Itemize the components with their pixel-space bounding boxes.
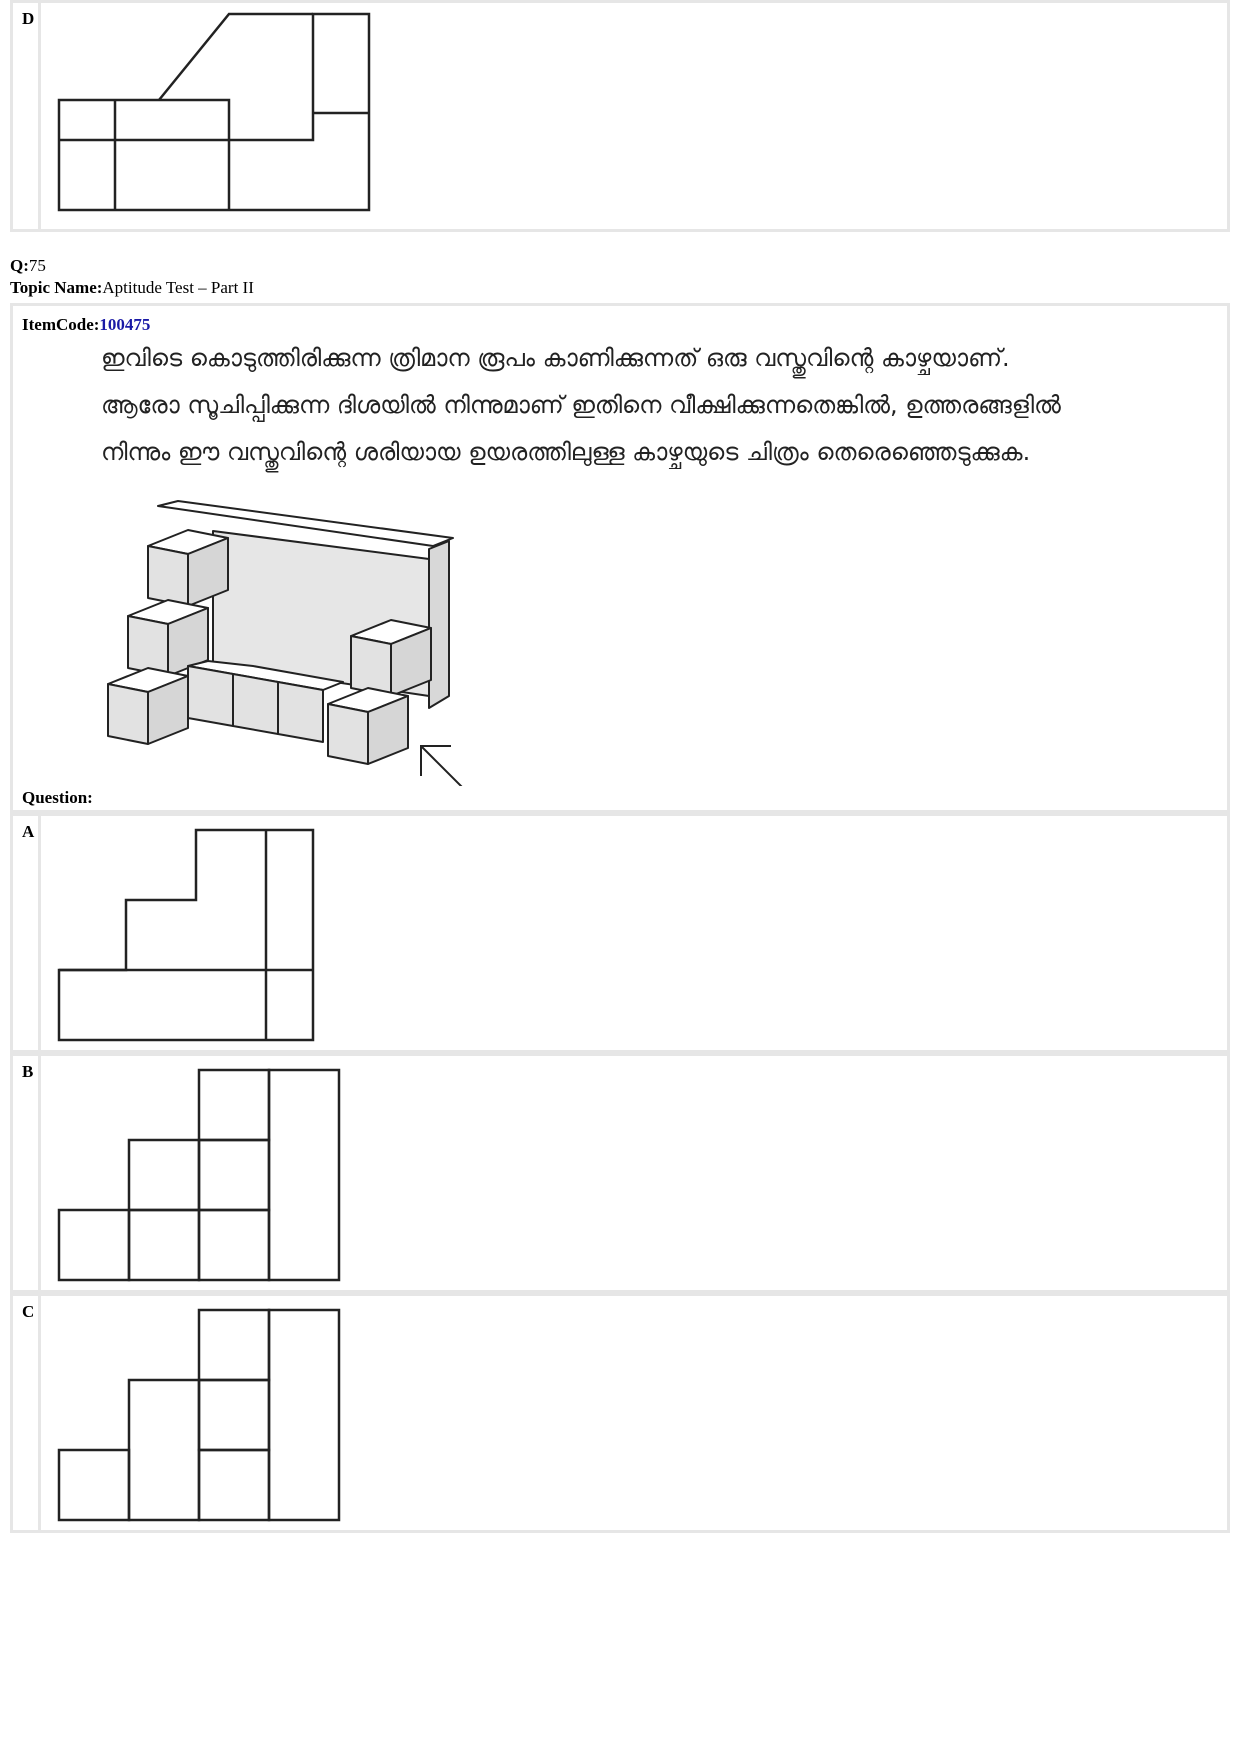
view-direction-arrow (421, 746, 468, 786)
question-label: Question: (22, 788, 93, 807)
question-text-line-3: നിന്നും ഈ വസ്തുവിന്റെ ശരിയായ ഉയരത്തിലുള്ള കാഴ്ചയുടെ ചിത്രം തെരെഞ്ഞെടുക്കുക. (101, 438, 1031, 466)
option-c-box[interactable] (10, 1293, 1230, 1533)
question-number: Q:75 (10, 256, 46, 275)
option-b-cell (199, 1070, 269, 1140)
option-c-label: C (22, 1302, 35, 1321)
option-b-cell (59, 1210, 129, 1280)
cube-front (278, 682, 323, 742)
option-c-cell (199, 1310, 269, 1380)
question-text-line-2: ആരോ സൂചിപ്പിക്കുന്ന ദിശയിൽ നിന്നുമാണ് ഇതിനെ വീക്ഷിക്കുന്നതെങ്കിൽ, ഉത്തരങ്ങളിൽ (101, 391, 1061, 419)
cube-front (148, 546, 188, 606)
option-d-label: D (22, 9, 35, 28)
option-d-figure (13, 3, 1227, 229)
cube-front (328, 704, 368, 764)
question-box (10, 303, 1230, 813)
option-c-cell (129, 1380, 199, 1520)
option-c-cell (199, 1380, 269, 1450)
isometric-object-figure (13, 306, 1227, 786)
cube-front (188, 666, 233, 726)
option-b-label: B (22, 1062, 34, 1081)
topic-name: Topic Name:Aptitude Test – Part II (10, 278, 254, 297)
option-b-cell (269, 1070, 339, 1280)
item-code: ItemCode:100475 (22, 315, 151, 334)
option-c-figure (13, 1296, 1227, 1530)
option-c-cell (269, 1310, 339, 1520)
question-text-line-1: ഇവിടെ കൊടുത്തിരിക്കുന്ന ത്രിമാന രൂപം കാണിക്കുന്നത് ഒരു വസ്തുവിന്റെ കാഴ്ചയാണ്. (101, 344, 1010, 372)
cube-front (128, 616, 168, 676)
option-d-slope (159, 14, 313, 100)
option-c-cell (59, 1450, 129, 1520)
back-wall-side (429, 541, 449, 708)
option-b-cell (199, 1210, 269, 1280)
option-b-cell (129, 1140, 199, 1210)
option-c-cell (199, 1450, 269, 1520)
option-a-label: A (22, 822, 35, 841)
cube-front (351, 636, 391, 696)
cube-front (233, 674, 278, 734)
cube-front (108, 684, 148, 744)
option-a-figure (13, 816, 1227, 1050)
option-b-cell (129, 1210, 199, 1280)
item-code-value: 100475 (99, 315, 151, 334)
option-a-box[interactable] (10, 813, 1230, 1053)
option-b-figure (13, 1056, 1227, 1290)
option-a-outline (59, 830, 313, 1040)
option-b-cell (199, 1140, 269, 1210)
option-b-box[interactable] (10, 1053, 1230, 1293)
option-d-box[interactable] (10, 0, 1230, 232)
